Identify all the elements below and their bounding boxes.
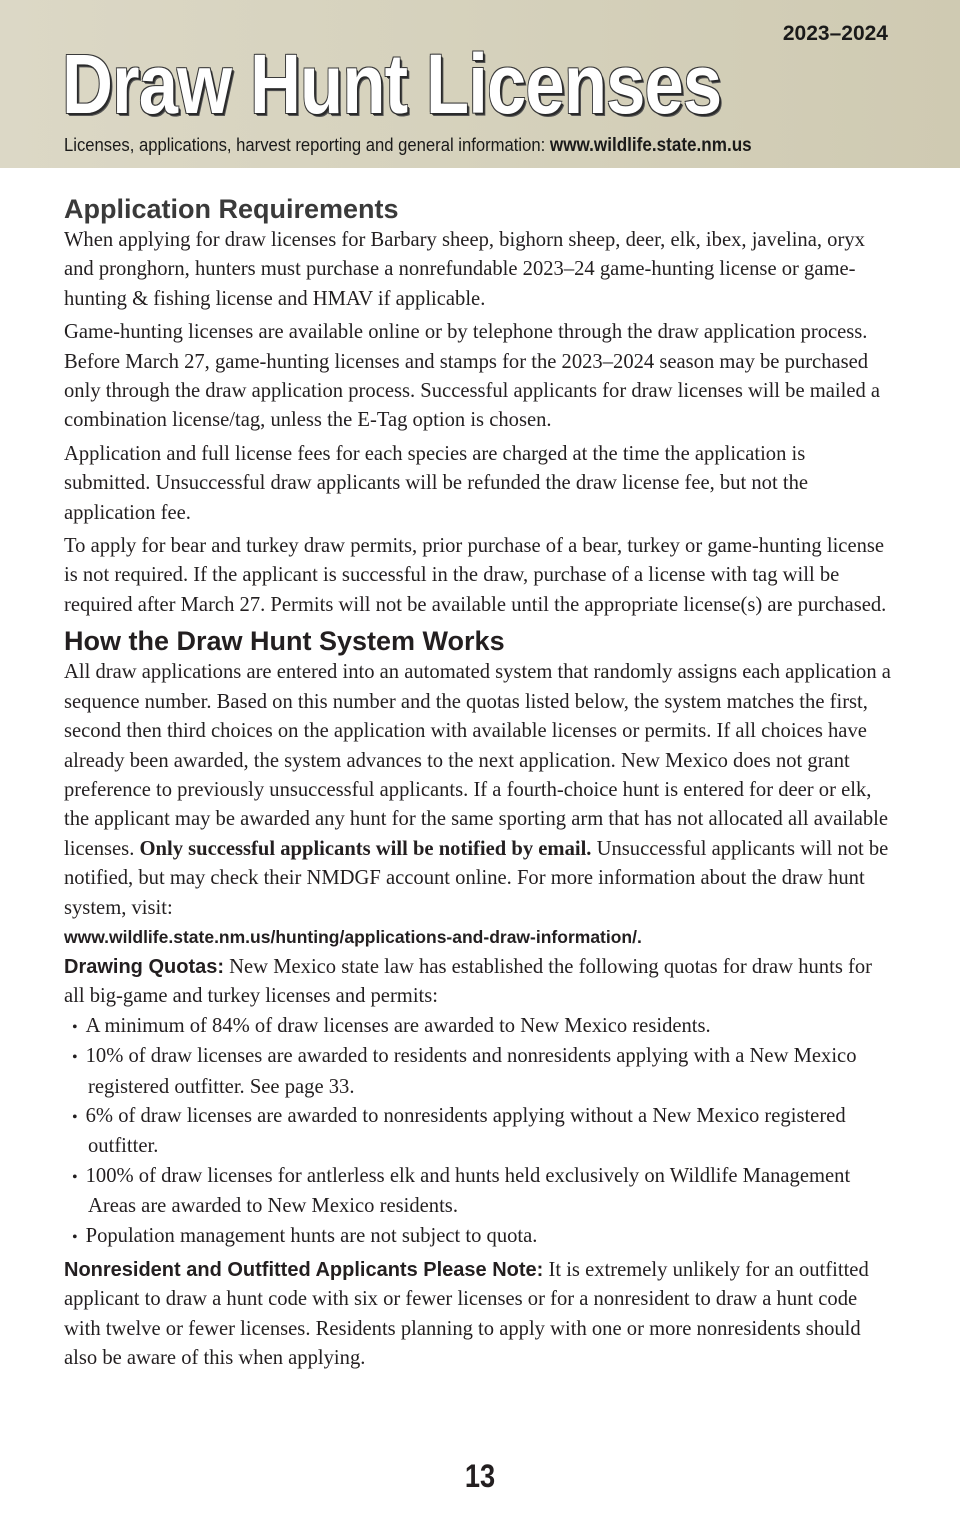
nonresident-note-section [64,1256,894,1374]
quota-list [64,1012,894,1252]
page-number: 13 [464,1458,496,1494]
nonresident-note-label: Nonresident and Outfitted Applicants Please Note: [64,1259,544,1281]
application-requirements-section [64,192,894,620]
list-item: • 100% of draw licenses for antlerless elk and hunts held exclusively on Wildlife Management Areas are awarded to New Mexico residents. [64,1162,894,1222]
drawing-quotas-label: Drawing Quotas: [64,955,225,978]
application-requirements-paragraph: To apply for bear and turkey draw permits, prior purchase of a bear, turkey or game-hunting license is not required. If the applicant is successful in the draw, purchase of a license with tag will be required after March 27. Permits will not be available until the appropriate license(s) are purchased. [64,535,887,616]
main-content [64,192,894,1378]
draw-information-link[interactable]: www.wildlife.state.nm.us/hunting/applications-and-draw-information/. [64,926,642,947]
draw-system-section [64,624,894,951]
application-requirements-paragraph: Game-hunting licenses are available online or by telephone through the draw application process. Before March 27, game-hunting licenses and stamps for the 2023–2024 season may be purchased only through the draw application process. Successful applicants for draw licenses will be mailed a combination license/tag, unless the E-Tag option is chosen. [64,321,881,432]
draw-system-text: All draw applications are entered into an automated system that randomly assigns each application a sequence number. Based on this number and the quotas listed below, the system matches the first, second then third choices on the application with available licenses or permits. If all choices have already been awarded, the system advances to the next application. New Mexico does not grant preference to previously unsuccessful applicants. If a fourth-choice hunt is entered for deer or elk, the applicant may be awarded any hunt for the same sporting arm that has not allocated all available licenses. [64,661,891,860]
list-item: • 10% of draw licenses are awarded to residents and nonresidents applying with a New Mexico registered outfitter. See page 33. [64,1042,894,1102]
draw-system-heading: How the Draw Hunt System Works [64,626,505,657]
notification-note: Only successful applicants will be notified by email. [139,837,592,860]
season-year: 2023–2024 [782,22,888,45]
header-subtitle [64,134,752,157]
list-item: • A minimum of 84% of draw licenses are awarded to New Mexico residents. [64,1012,894,1042]
application-requirements-paragraph: Application and full license fees for each species are charged at the time the application is submitted. Unsuccessful draw applicants will be refunded the draw license fee, but not the application fee. [64,442,809,524]
drawing-quotas-text: New Mexico state law has established the following quotas for draw hunts for all big-game and turkey licenses and permits: [64,955,872,1008]
nonresident-note [64,1256,894,1374]
page-header [0,0,960,168]
list-item: • 6% of draw licenses are awarded to nonresidents applying without a New Mexico registered outfitter. [64,1102,894,1162]
application-requirements-paragraph: When applying for draw licenses for Barbary sheep, bighorn sheep, deer, elk, ibex, javelina, oryx and pronghorn, hunters must purchase a nonrefundable 2023–24 game-hunting license or game-hunting & fishing license and HMAV if applicable. [64,229,865,310]
application-requirements-heading: Application Requirements [64,194,399,224]
nonresident-note-text: It is extremely unlikely for an outfitted applicant to draw a hunt code with six or fewer licenses or for a nonresident to draw a hunt code with twelve or fewer licenses. Residents planning to apply with one or more nonresidents should also be aware of this when applying. [64,1259,869,1370]
header-website-link[interactable]: www.wildlife.state.nm.us [549,135,752,156]
drawing-quotas-intro [64,953,894,1012]
header-subtitle-text: Licenses, applications, harvest reporting and general information: [64,134,550,155]
page-title: Draw Hunt Licenses [62,37,722,131]
list-item: • Population management hunts are not subject to quota. [64,1222,894,1252]
drawing-quotas-section [64,953,894,1252]
draw-system-paragraph [64,658,894,923]
draw-system-text-end: Unsuccessful applicants will not be notified, but may check their NMDGF account online. For more information about the draw hunt system, visit: [64,837,889,919]
